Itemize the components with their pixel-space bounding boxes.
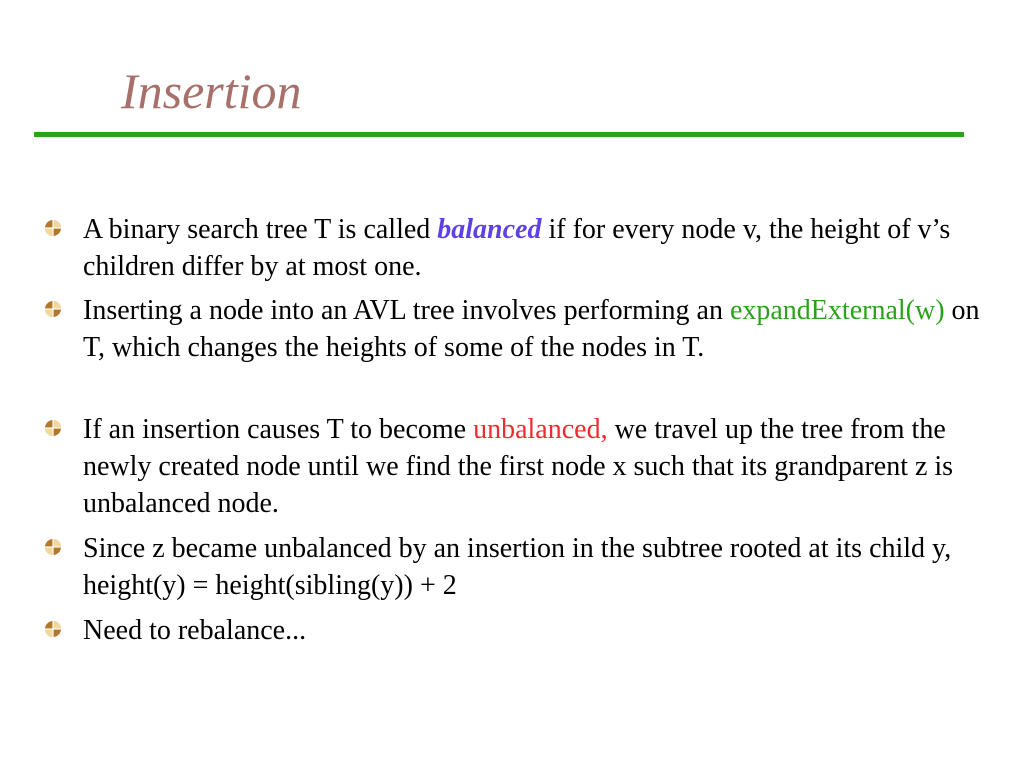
bullet-text: we travel up the tree from the newly created node until we find the first node x such that its grandparent z is unbalanced node. bbox=[83, 414, 954, 519]
expand-external-term: expandExternal(w) bbox=[729, 295, 945, 326]
circle-cross-bullet-icon bbox=[44, 620, 62, 638]
circle-cross-bullet-icon bbox=[44, 300, 62, 318]
bullet-item-need-rebalance bbox=[83, 612, 988, 649]
bullet-item-unbalanced-travel-up bbox=[83, 411, 988, 522]
bullet-item-insertion-expand-external bbox=[83, 292, 988, 366]
unbalanced-term: unbalanced, bbox=[473, 414, 608, 445]
bullet-item-balanced-definition bbox=[83, 211, 988, 285]
bullet-text: Since z became unbalanced by an insertion in the subtree rooted at its child y, height(y) = height(sibling(y)) + 2 bbox=[83, 533, 952, 601]
bullet-text: Inserting a node into an AVL tree involves performing an bbox=[83, 295, 730, 326]
bullet-text: Need to rebalance... bbox=[83, 615, 307, 646]
bullet-text: on T, which changes the heights of some of the nodes in T. bbox=[83, 295, 980, 363]
circle-cross-bullet-icon bbox=[44, 419, 62, 437]
circle-cross-bullet-icon bbox=[44, 219, 62, 237]
bullet-text: A binary search tree T is called bbox=[83, 214, 438, 245]
bullet-text: If an insertion causes T to become bbox=[83, 414, 474, 445]
balanced-term: balanced bbox=[437, 214, 542, 245]
slide-title: Insertion bbox=[121, 63, 302, 119]
bullet-text: if for every node v, the height of v’s children differ by at most one. bbox=[83, 214, 951, 282]
circle-cross-bullet-icon bbox=[44, 538, 62, 556]
bullet-item-height-relation bbox=[83, 530, 988, 604]
